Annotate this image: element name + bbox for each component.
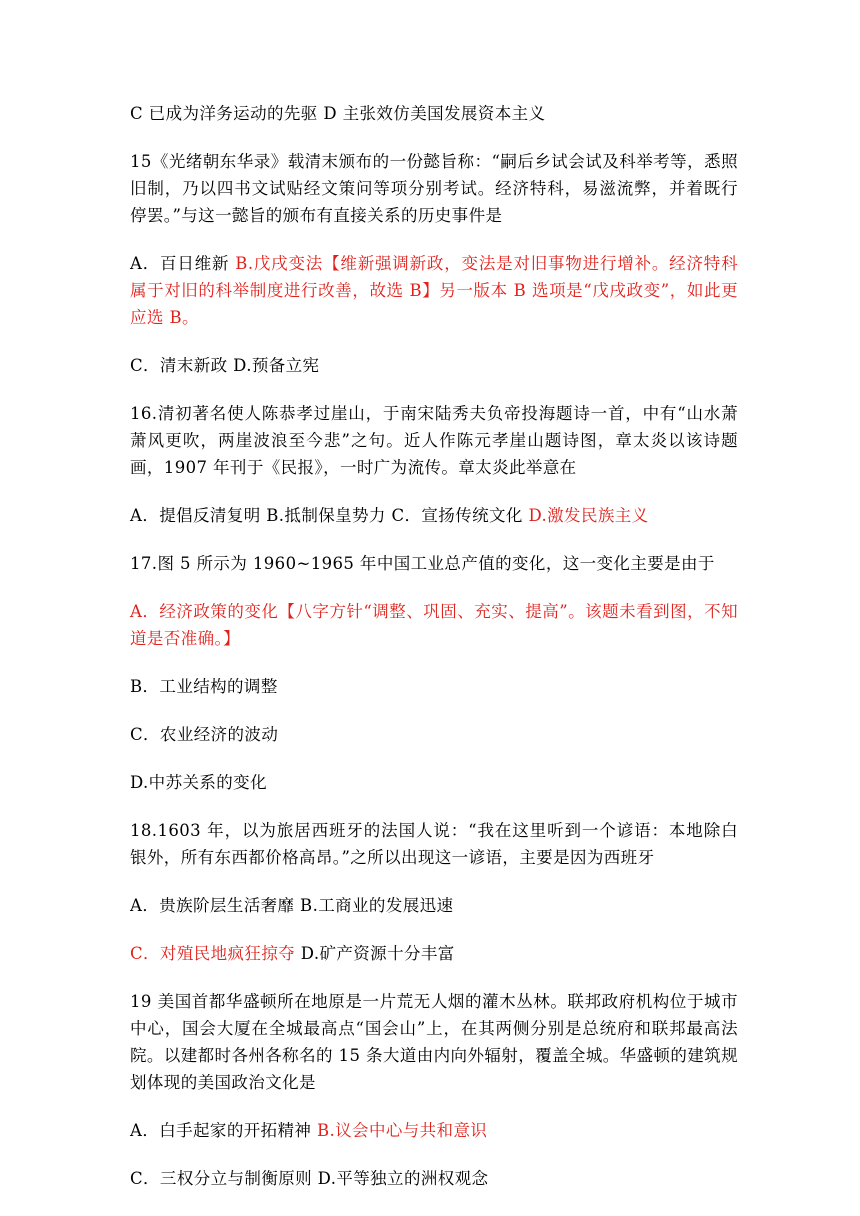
paragraph <box>130 400 738 481</box>
body-text: 16.清初著名使人陈恭孝过崖山，于南宋陆秀夫负帝投海题诗一首，中有“山水萧萧风更吹，两崖波浪至今悲”之句。近人作陈元孝崖山题诗图，章太炎以该诗题画，1907 年刊于《民报》，一时广为流传。章太炎此举意在 <box>130 404 738 477</box>
paragraph <box>130 598 738 652</box>
paragraph <box>130 817 738 871</box>
document-page <box>130 100 738 1213</box>
answer-text: A．经济政策的变化【八字方针“调整、巩固、充实、提高”。该题未看到图，不知道是否准确。】 <box>130 602 738 648</box>
body-text: A．百日维新 <box>130 254 236 273</box>
paragraph <box>130 502 738 529</box>
paragraph <box>130 1117 738 1144</box>
paragraph <box>130 550 738 577</box>
body-text: A．贵族阶层生活奢靡 B.工商业的发展迅速 <box>130 896 454 915</box>
paragraph <box>130 988 738 1096</box>
body-text: 15《光绪朝东华录》载清末颁布的一份懿旨称：“嗣后乡试会试及科举考等，悉照旧制，乃以四书文试贴经文策问等项分别考试。经济特科，易滋流弊，并着既行停罢。”与这一懿旨的颁布有直接关系的历史事件是 <box>130 152 738 225</box>
body-text: D.中苏关系的变化 <box>130 773 267 792</box>
paragraph <box>130 673 738 700</box>
paragraph <box>130 352 738 379</box>
paragraph <box>130 940 738 967</box>
body-text: A．白手起家的开拓精神 <box>130 1121 317 1140</box>
body-text: C．清末新政 D.预备立宪 <box>130 356 320 375</box>
paragraph <box>130 100 738 127</box>
body-text: C 已成为洋务运动的先驱 D 主张效仿美国发展资本主义 <box>130 104 546 123</box>
body-text: C．三权分立与制衡原则 D.平等独立的洲权观念 <box>130 1169 489 1188</box>
body-text: 17.图 5 所示为 1960~1965 年中国工业总产值的变化，这一变化主要是由于 <box>130 554 715 573</box>
paragraph <box>130 769 738 796</box>
body-text: 18.1603 年，以为旅居西班牙的法国人说：“我在这里听到一个谚语：本地除白银外，所有东西都价格高昂。”之所以出现这一谚语，主要是因为西班牙 <box>130 821 738 867</box>
answer-text: C．对殖民地疯狂掠夺 <box>130 944 301 963</box>
body-text: A．提倡反清复明 B.抵制保皇势力 C．宣扬传统文化 <box>130 506 529 525</box>
answer-text: B.议会中心与共和意识 <box>316 1121 488 1140</box>
answer-text: D.激发民族主义 <box>528 506 649 525</box>
paragraph <box>130 1165 738 1192</box>
body-text: 19 美国首都华盛顿所在地原是一片荒无人烟的灌木丛林。联邦政府机构位于城市中心，国会大厦在全城最高点“国会山”上，在其两侧分别是总统府和联邦最高法院。以建都时各州各称名的 15 条大道由内向外辐射，覆盖全城。华盛顿的建筑规划体现的美国政治文化是 <box>130 992 738 1092</box>
paragraph <box>130 148 738 229</box>
paragraph <box>130 892 738 919</box>
body-text: B．工业结构的调整 <box>130 677 278 696</box>
paragraph <box>130 721 738 748</box>
body-text: D.矿产资源十分丰富 <box>300 944 455 963</box>
answer-text: B.戊戌变法【维新强调新政，变法是对旧事物进行增补。经济特科属于对旧的科举制度进行改善，故选 B】另一版本 B 选项是“戊戌政变”，如此更应选 B。 <box>130 254 738 327</box>
paragraph <box>130 250 738 331</box>
body-text: C．农业经济的波动 <box>130 725 279 744</box>
